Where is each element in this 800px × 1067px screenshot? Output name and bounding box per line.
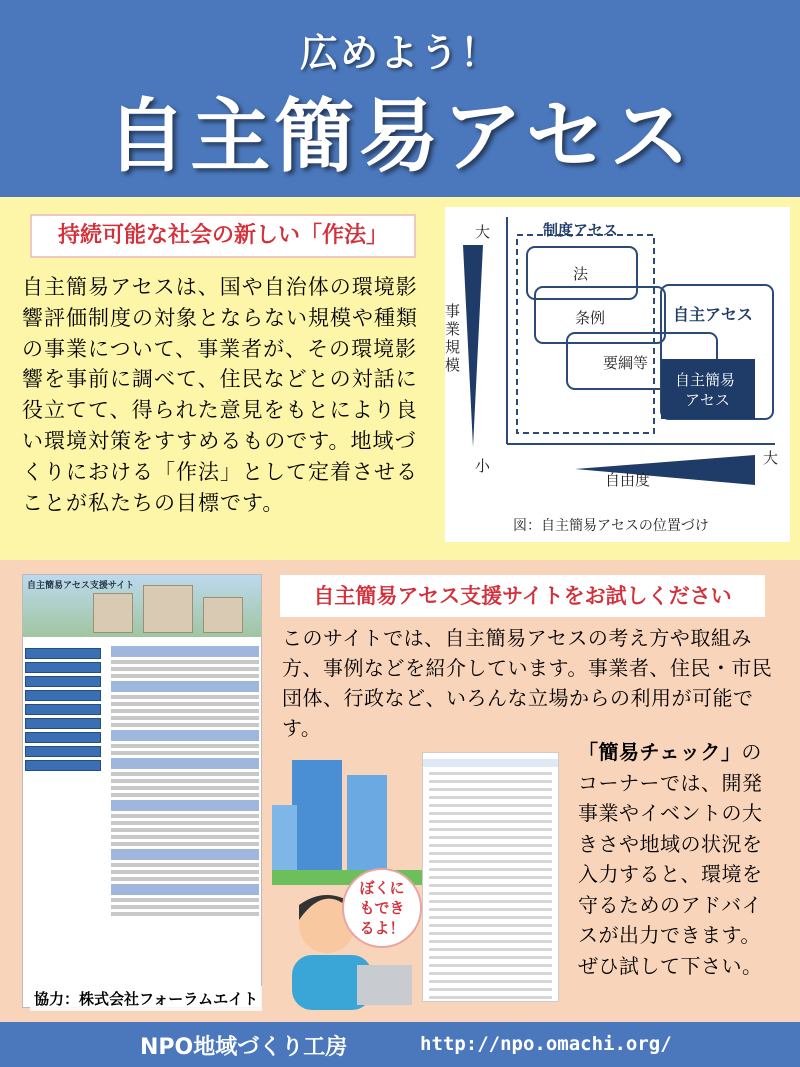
bubble-line: ぼくに xyxy=(359,879,405,897)
footer-url[interactable]: http://npo.omachi.org/ xyxy=(420,1033,672,1055)
check-body: のコーナーでは、開発事業やイベントの大きさや地域の状況を入力すると、環境を守るためのアドバイスが出力できます。ぜひ試して下さい。 xyxy=(578,740,763,978)
label-large-top: 大 xyxy=(475,223,491,241)
nav-button xyxy=(25,704,101,715)
building-image xyxy=(143,585,193,633)
label-guideline: 要綱等 xyxy=(603,354,649,372)
intro-heading: 持続可能な社会の新しい「作法」 xyxy=(30,214,416,258)
check-title: 「簡易チェック」 xyxy=(578,740,742,764)
website-title: 自主簡易アセス支援サイト xyxy=(27,581,135,591)
website-screenshot xyxy=(22,574,262,1008)
nav-button xyxy=(25,746,101,757)
website-main xyxy=(111,643,259,919)
diagram-caption: 図：自主簡易アセスの位置づけ xyxy=(513,518,709,534)
nav-button xyxy=(25,760,101,771)
check-form-screenshot xyxy=(422,752,559,1002)
diagram-svg xyxy=(445,207,790,542)
site-heading: 自主簡易アセス支援サイトをお試しください xyxy=(280,575,765,617)
freedom-wedge-horizontal xyxy=(575,455,755,485)
building-image xyxy=(203,597,243,633)
page-title: 自主簡易アセス xyxy=(106,90,694,183)
label-simple-assess-1: 自主簡易 xyxy=(675,371,736,389)
nav-button xyxy=(25,648,101,659)
label-law: 法 xyxy=(573,265,589,283)
building-icon xyxy=(347,775,387,880)
label-ordinance: 条例 xyxy=(575,309,606,327)
scale-wedge-vertical xyxy=(463,245,483,447)
nav-button xyxy=(25,718,101,729)
header-subtitle: 広めよう！ xyxy=(299,31,500,75)
footer-org: NPO地域づくり工房 xyxy=(140,1035,348,1060)
footer-bar xyxy=(0,1022,800,1067)
position-diagram xyxy=(445,207,790,542)
laptop-icon xyxy=(357,965,412,1005)
site-body: このサイトでは、自主簡易アセスの考え方や取組み方、事例などを紹介しています。事業者、住民・市民団体、行政など、いろんな立場からの利用が可能です。 xyxy=(282,626,773,740)
nav-button xyxy=(25,690,101,701)
website-nav xyxy=(25,645,101,774)
label-simple-assess-2: アセス xyxy=(685,391,730,409)
credit-text: 協力：株式会社フォーラムエイト xyxy=(30,986,262,1011)
label-system-assess: 制度アセス xyxy=(543,221,618,239)
speech-bubble xyxy=(342,868,422,948)
label-small: 小 xyxy=(475,457,491,475)
nav-button xyxy=(25,732,101,743)
nav-button xyxy=(25,676,101,687)
bubble-line: るよ！ xyxy=(359,919,405,937)
check-description xyxy=(578,737,778,981)
intro-body: 自主簡易アセスは、国や自治体の環境影響評価制度の対象とならない規模や種類の事業について、事業者が、その環境影響を事前に調べて、住民などとの対話に役立てて、得られた意見をもとにより良い環境対策をすすめるものです。地域づくりにおける「作法」として定着させることが私たちの目標です。 xyxy=(22,275,418,515)
label-freedom: 自由度 xyxy=(605,471,651,489)
building-icon xyxy=(272,805,297,880)
label-large-right: 大 xyxy=(763,449,779,467)
nav-button xyxy=(25,662,101,673)
label-scale: 事業規模 xyxy=(445,302,461,374)
label-voluntary-assess: 自主アセス xyxy=(673,305,753,324)
building-image xyxy=(93,593,133,633)
bubble-line: もでき xyxy=(359,899,405,917)
building-icon xyxy=(292,760,342,880)
